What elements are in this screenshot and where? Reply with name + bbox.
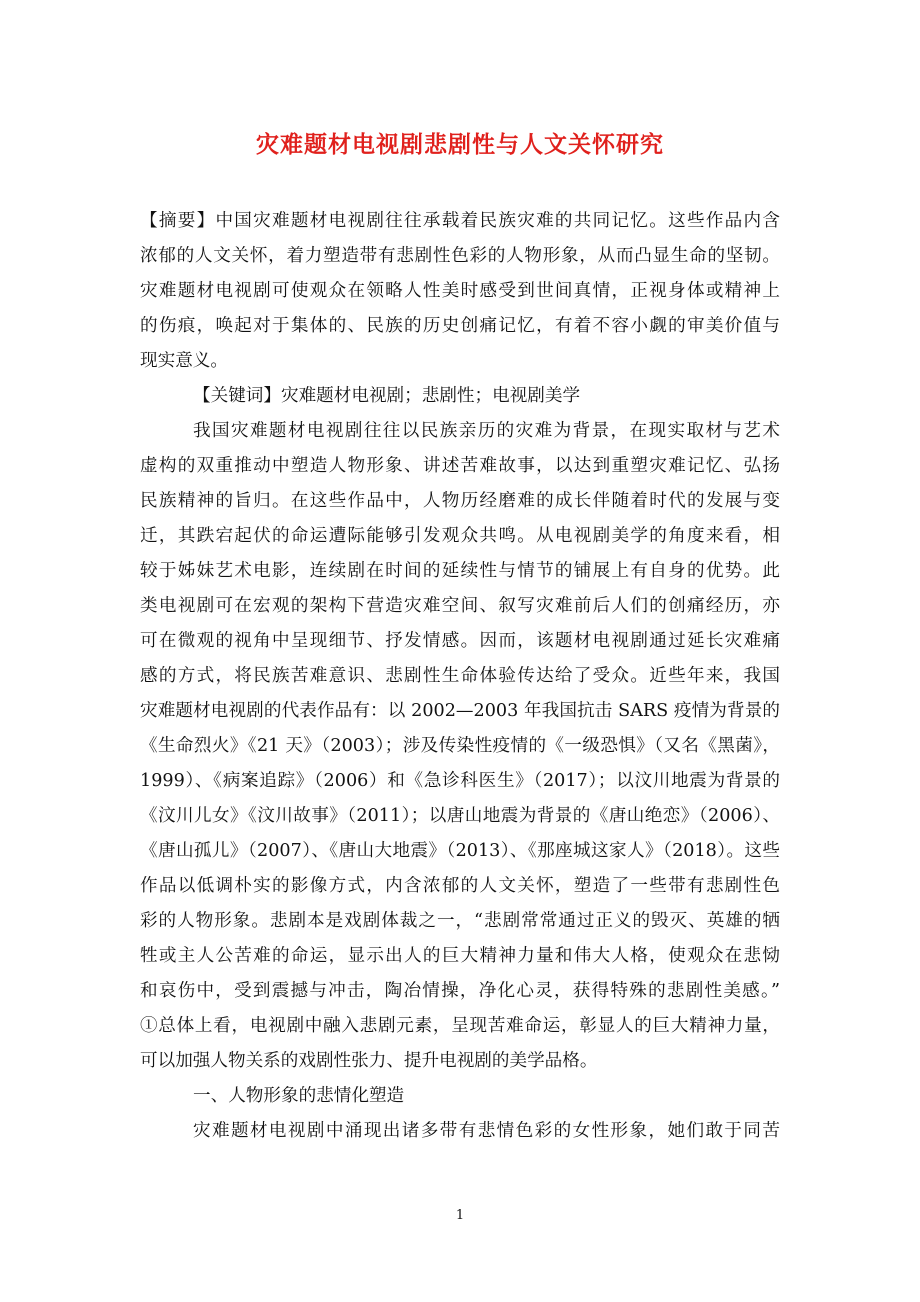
intro-line: 彩的人物形象。悲剧本是戏剧体裁之一，“悲剧常常通过正义的毁灭、英雄的牺 [140, 911, 780, 931]
intro-line: 《汶川儿女》《汶川故事》（2011）；以唐山地震为背景的《唐山绝恋》（2006）、 [140, 806, 780, 826]
intro-line: 1999）、《病案追踪》（2006）和《急诊科医生》（2017）；以汶川地震为背景的 [140, 771, 780, 791]
section-paragraph-line: 灾难题材电视剧中涌现出诸多带有悲情色彩的女性形象，她们敢于同苦 [193, 1121, 780, 1141]
intro-line: 灾难题材电视剧的代表作品有：以 2002—2003 年我国抗击 SARS 疫情为背景的 [140, 701, 780, 721]
document-title: 灾难题材电视剧悲剧性与人文关怀研究 [256, 131, 664, 158]
intro-line: 迁，其跌宕起伏的命运遭际能够引发观众共鸣。从电视剧美学的角度来看，相 [140, 526, 780, 546]
abstract-line: 【摘要】中国灾难题材电视剧往往承载着民族灾难的共同记忆。这些作品内含 [140, 211, 780, 231]
intro-line: 可在微观的视角中呈现细节、抒发情感。因而，该题材电视剧通过延长灾难痛 [140, 631, 780, 651]
abstract-line: 灾难题材电视剧可使观众在领略人性美时感受到世间真情，正视身体或精神上 [140, 281, 780, 301]
abstract-line: 浓郁的人文关怀，着力塑造带有悲剧性色彩的人物形象，从而凸显生命的坚韧。 [140, 246, 780, 266]
intro-line: 可以加强人物关系的戏剧性张力、提升电视剧的美学品格。 [140, 1051, 598, 1071]
page-number: 1 [455, 1208, 465, 1223]
abstract-line: 的伤痕，唤起对于集体的、民族的历史创痛记忆，有着不容小觑的审美价值与 [140, 316, 780, 336]
intro-line: 《生命烈火》《21 天》（2003）；涉及传染性疫情的《一级恐惧》（又名《黑菌》， [140, 736, 780, 756]
intro-line: 感的方式，将民族苦难意识、悲剧性生命体验传达给了受众。近些年来，我国 [140, 666, 780, 686]
intro-line: 作品以低调朴实的影像方式，内含浓郁的人文关怀，塑造了一些带有悲剧性色 [140, 876, 780, 896]
intro-line: ①总体上看，电视剧中融入悲剧元素，呈现苦难命运，彰显人的巨大精神力量， [140, 1016, 780, 1036]
intro-line: 较于姊妹艺术电影，连续剧在时间的延续性与情节的铺展上有自身的优势。此 [140, 561, 780, 581]
intro-line: 虚构的双重推动中塑造人物形象、讲述苦难故事，以达到重塑灾难记忆、弘扬 [140, 456, 780, 476]
intro-paragraph [140, 414, 780, 1079]
document-body [140, 204, 780, 1149]
intro-line: 类电视剧可在宏观的架构下营造灾难空间、叙写灾难前后人们的创痛经历，亦 [140, 596, 780, 616]
keywords-line: 【关键词】灾难题材电视剧；悲剧性；电视剧美学 [193, 386, 581, 406]
intro-line: 《唐山孤儿》（2007）、《唐山大地震》（2013）、《那座城这家人》（2018）。这些 [140, 841, 780, 861]
section-heading: 一、人物形象的悲情化塑造 [193, 1086, 405, 1106]
intro-line: 我国灾难题材电视剧往往以民族亲历的灾难为背景，在现实取材与艺术 [193, 421, 780, 441]
intro-line: 牲或主人公苦难的命运，显示出人的巨大精神力量和伟大人格，使观众在悲恸 [140, 946, 780, 966]
abstract-line: 现实意义。 [140, 351, 228, 371]
intro-line: 民族精神的旨归。在这些作品中，人物历经磨难的成长伴随着时代的发展与变 [140, 491, 780, 511]
intro-line: 和哀伤中，受到震撼与冲击，陶冶情操，净化心灵，获得特殊的悲剧性美感。” [140, 981, 780, 1001]
abstract-paragraph [140, 204, 780, 379]
